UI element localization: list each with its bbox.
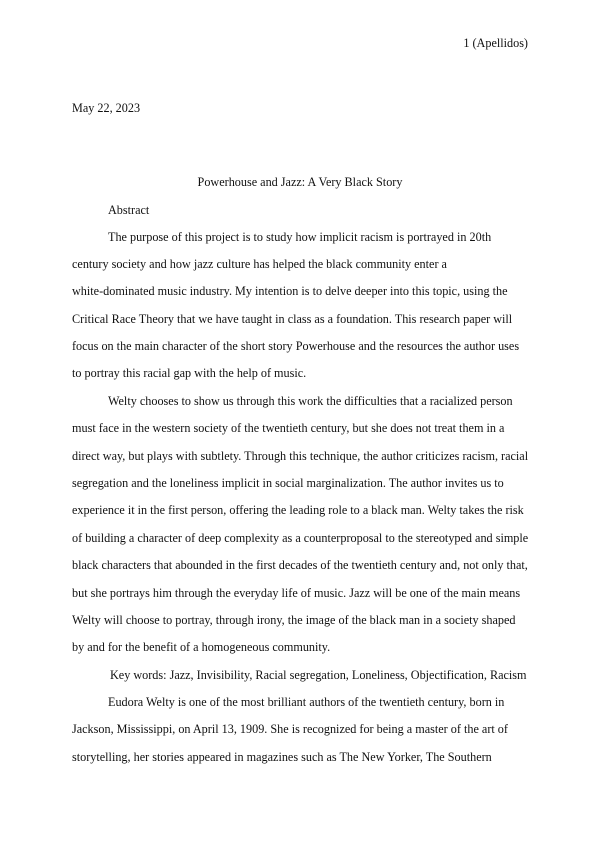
para3-line: storytelling, her stories appeared in magazines such as The New Yorker, The Southern (72, 750, 492, 764)
para2-line: Welty chooses to show us through this work the difficulties that a racialized person (108, 394, 513, 408)
para2-line: by and for the benefit of a homogeneous community. (72, 640, 331, 654)
para1-line: to portray this racial gap with the help of music. (72, 366, 307, 380)
para3-line: Eudora Welty is one of the most brilliant authors of the twentieth century, born in (108, 695, 505, 709)
para1-line: The purpose of this project is to study how implicit racism is portrayed in 20th (108, 230, 492, 244)
para2-line: of building a character of deep complexity as a counterproposal to the stereotyped and simple (72, 531, 529, 545)
para1-line: Critical Race Theory that we have taught in class as a foundation. This research paper will (72, 312, 513, 326)
para3-line: Jackson, Mississippi, on April 13, 1909. She is recognized for being a master of the art of (72, 722, 508, 736)
para1-line: century society and how jazz culture has helped the black community enter a (72, 257, 447, 271)
para2-line: segregation and the loneliness implicit in social marginalization. The author invites us to (72, 476, 504, 490)
para2-line: must face in the western society of the twentieth century, but she does not treat them in a (72, 421, 505, 435)
para1-line: white-dominated music industry. My intention is to delve deeper into this topic, using the (72, 284, 508, 298)
page-header: 1 (Apellidos) (463, 36, 528, 50)
para1-line: focus on the main character of the short story Powerhouse and the resources the author uses (72, 339, 520, 353)
para2-line: black characters that abounded in the first decades of the twentieth century and, not only that, (72, 558, 528, 572)
document-date: May 22, 2023 (72, 101, 141, 115)
para2-line: but she portrays him through the everyday life of music. Jazz will be one of the main means (72, 586, 521, 600)
keywords-line: Key words: Jazz, Invisibility, Racial segregation, Loneliness, Objectification, Racism (110, 668, 527, 682)
para2-line: experience it in the first person, offering the leading role to a black man. Welty takes the risk (72, 503, 524, 517)
para2-line: direct way, but plays with subtlety. Through this technique, the author criticizes racism, racial (72, 449, 529, 463)
document-title: Powerhouse and Jazz: A Very Black Story (197, 175, 403, 189)
para2-line: Welty will choose to portray, through irony, the image of the black man in a society shaped (72, 613, 516, 627)
abstract-heading: Abstract (108, 203, 150, 217)
